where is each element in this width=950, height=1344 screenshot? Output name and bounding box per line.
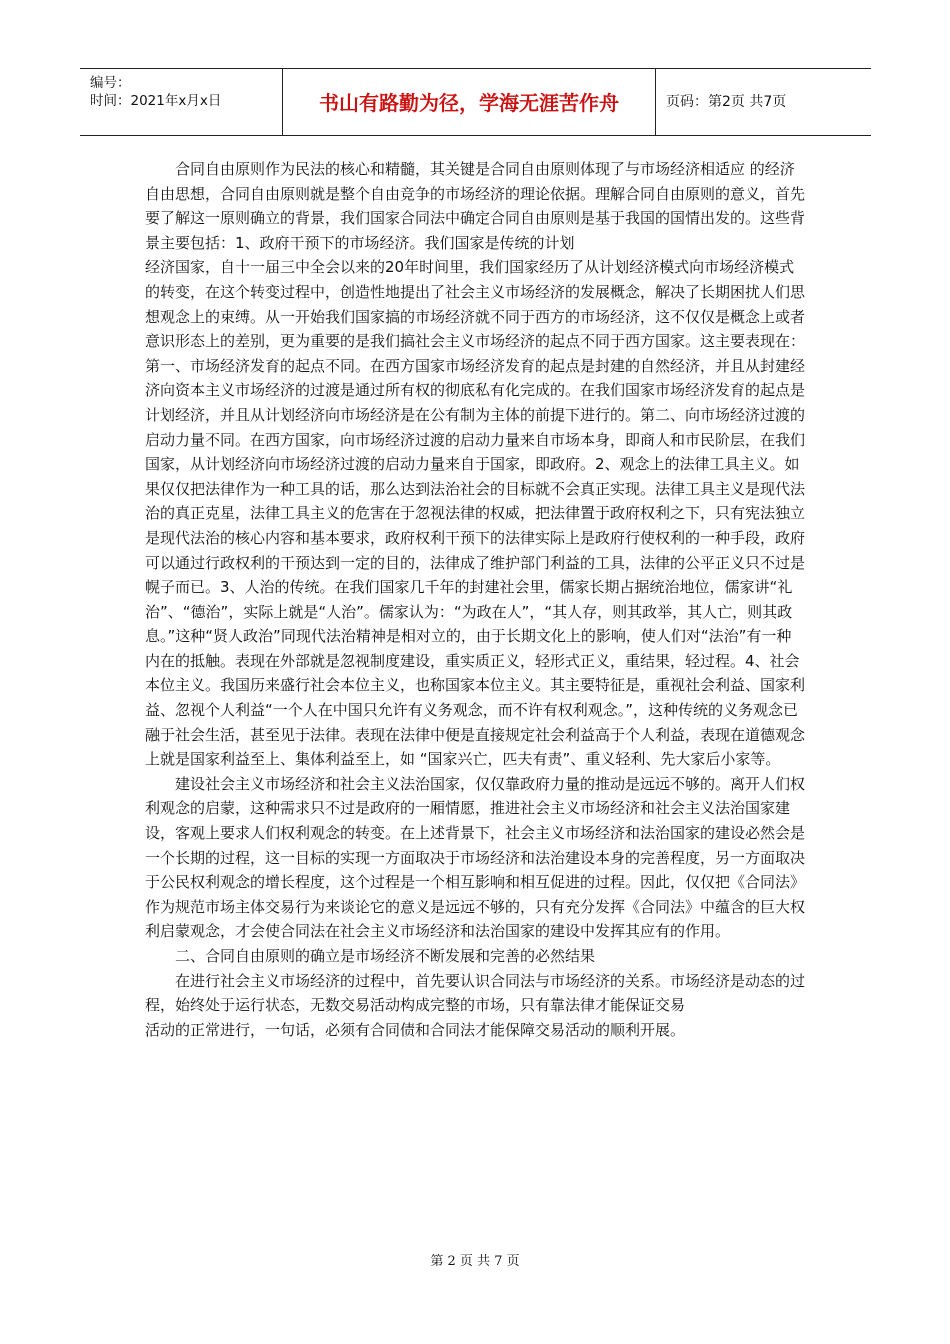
document-header: [80, 68, 871, 136]
body-paragraph: 活动的正常进行，一句话，必须有合同债和合同法才能保障交易活动的顺利开展。: [145, 1020, 686, 1039]
document-number-label: 编号：: [90, 75, 131, 91]
header-meta: [80, 69, 280, 135]
page-footer: 第 2 页 共 7 页: [430, 1254, 520, 1269]
body-paragraph: 建设社会主义市场经济和社会主义法治国家，仅仅靠政府力量的推动是远远不够的。离开人们权利观念的启蒙，这种需求只不过是政府的一厢情愿，推进社会主义市场经济和社会主义法治国家建设，客观上要求人们权利观念的转变。在上述背景下，社会主义市场经济和法治国家的建设必然会是一个长期的过程，这一目标的实现一方面取决于市场经济和法治建设本身的完善程度，另一方面取决于公民权利观念的增长程度，这个过程是一个相互影响和相互促进的过程。因此，仅仅把《合同法》作为规范市场主体交易行为来谈论它的意义是远远不够的，只有充分发挥《合同法》中蕴含的巨大权利启蒙观念，才会使合同法在社会主义市场经济和法治国家的建设中发挥其应有的作用。: [145, 774, 806, 941]
body-paragraph: 经济国家，自十一届三中全会以来的20年时间里，我们国家经历了从计划经济模式向市场经济模式的转变，在这个转变过程中，创造性地提出了社会主义市场经济的发展概念，解决了长期困扰人们思想观念上的束缚。从一开始我们国家搞的市场经济就不同于西方的市场经济，这不仅仅是概念上或者意识形态上的差别，更为重要的是我们搞社会主义市场经济的起点不同于西方国家。这主要表现在：第一、市场经济发育的起点不同。在西方国家市场经济发育的起点是封建的自然经济，并且从封建经济向资本主义市场经济的过渡是通过所有权的彻底私有化完成的。在我们国家市场经济发育的起点是计划经济，并且从计划经济向市场经济是在公有制为主体的前提下进行的。第二、向市场经济过渡的启动力量不同。在西方国家，向市场经济过渡的启动力量来自市场本身，即商人和市民阶层，在我们国家，从计划经济向市场经济过渡的启动力量来自于国家，即政府。2、观念上的法律工具主义。如果仅仅把法律作为一种工具的话，那么达到法治社会的目标就不会真正实现。法律工具主义是现代法治的真正克星，法律工具主义的危害在于忽视法律的权威，把法律置于政府权利之下，只有宪法独立是现代法治的核心内容和基本要求，政府权利干预下的法律实际上是政府行使权利的一种手段，政府可以通过行政权利的干预达到一定的目的，法律成了维护部门利益的工具，法律的公平正义只不过是幌子而已。3、人治的传统。在我们国家几千年的封建社会里，儒家长期占据统治地位，儒家讲“礼治”、“德治”，实际上就是“人治”。儒家认为：“为政在人”，“其人存，则其政举，其人亡，则其政息。”这种“贤人政治”同现代法治精神是相对立的，由于长期文化上的影响，使人们对“法治”有一种内在的抵触。表现在外部就是忽视制度建设，重实质正义，轻形式正义，重结果，轻过程。4、社会本位主义。我国历来盛行社会本位主义，也称国家本位主义。其主要特征是，重视社会利益、国家利益、忽视个人利益“一个人在中国只允许有义务观念，而不许有权利观念。”，这种传统的义务观念已融于社会生活，甚至见于法律。表现在法律中便是直接规定社会利益高于个人利益，表现在道德观念上就是国家利益至上、集体利益至上，如 “国家兴亡，匹夫有责”、重义轻利、先大家后小家等。: [145, 258, 806, 769]
header-motto: 书山有路勤为径，学海无涯苦作舟: [319, 91, 619, 115]
body-paragraph: 合同自由原则作为民法的核心和精髓，其关键是合同自由原则体现了与市场经济相适应 的经济自由思想，合同自由原则就是整个自由竞争的市场经济的理论依据。理解合同自由原则的意义，首先要了解这一原则确立的背景，我们国家合同法中确定合同自由原则是基于我国的国情出发的。这些背景主要包括：1、政府干预下的市场经济。我们国家是传统的计划: [145, 160, 806, 252]
body-paragraph: 在进行社会主义市场经济的过程中，首先要认识合同法与市场经济的关系。市场经济是动态的过程，始终处于运行状态，无数交易活动构成完整的市场，只有靠法律才能保证交易: [145, 971, 806, 1015]
header-divider: [655, 69, 656, 135]
document-time-label: 时间：2021年x月x日: [90, 93, 222, 109]
document-body: [145, 157, 805, 1042]
section-heading: 二、合同自由原则的确立是市场经济不断发展和完善的必然结果: [175, 947, 596, 965]
header-page-info: 页码：第2页 共7页: [666, 94, 787, 110]
